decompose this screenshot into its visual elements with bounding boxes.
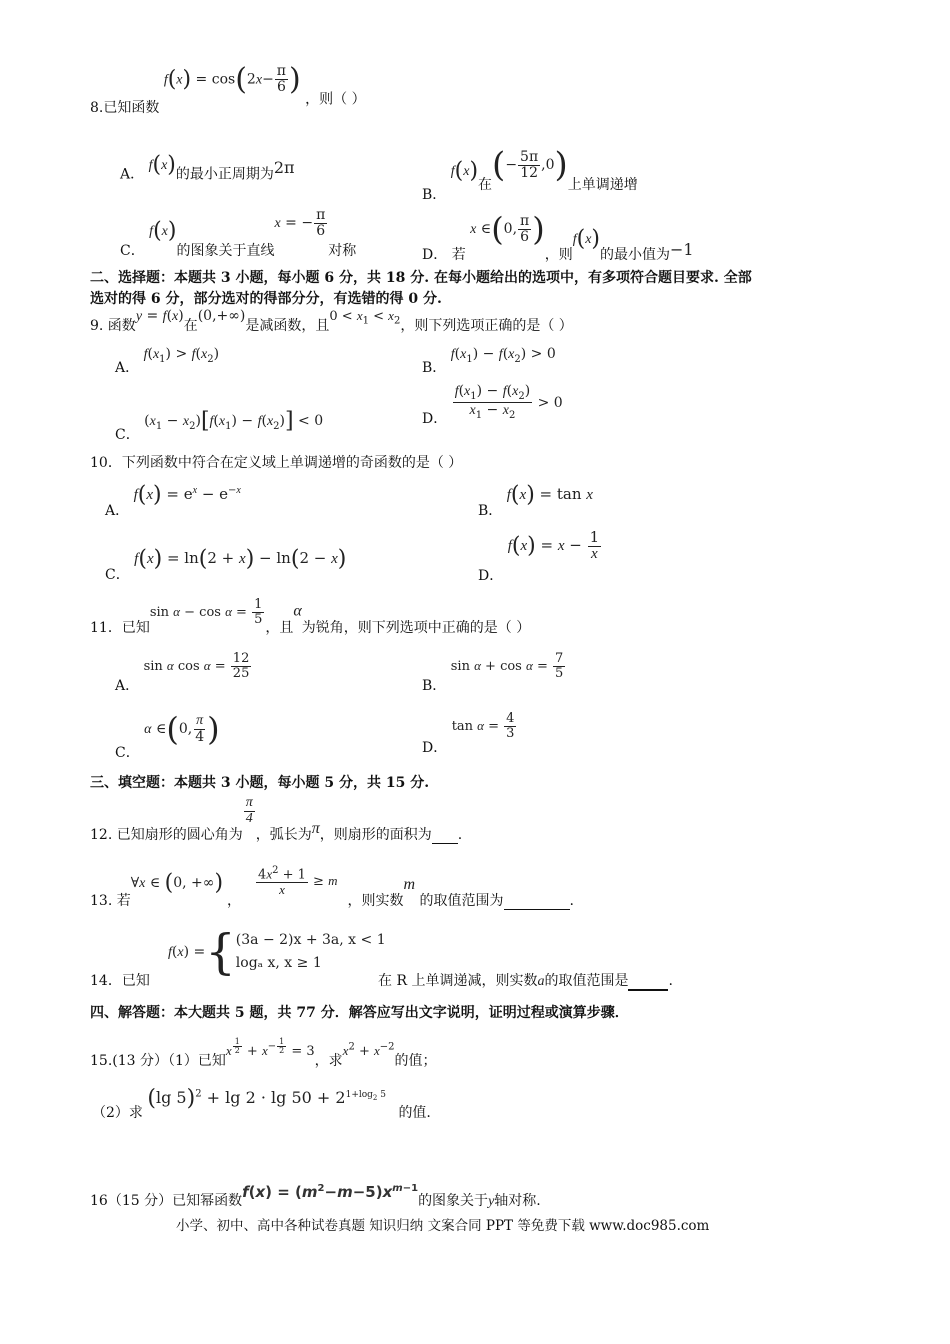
q15-part2: （2）求 (lg $5)^2 + \lg 2 \cdot \lg 50 + 2^{1+log_2 5}$ 的值. (92, 1086, 431, 1121)
q10-option-d[interactable]: D． f(x) = x − $\frac{1}{x}$ (478, 528, 600, 585)
q11-stem: 11．已知sin α − cos α = $\frac{1}{5}$ ，且α为锐角，则下列选项中正确的是（ ） (90, 597, 531, 636)
q9-option-c[interactable]: C． $(x_1 - x_2)[f(x_1) - f(x_2)] < 0$ (115, 408, 324, 443)
q8-stem-suffix: ，则（ ） (305, 91, 366, 108)
footer-ad-text: 小学、初中、高中各种试卷真题 知识归纳 文案合同 PPT 等免费下载 www.doc985.com (176, 1218, 710, 1234)
q14-piece-1: (3a − 2)x + 3a, x < 1 (235, 931, 386, 948)
q10-option-a[interactable]: A． $f(x) = e^x - e^{-x}$ (105, 482, 241, 519)
q12-answer-blank[interactable] (432, 827, 458, 844)
q14-piecewise-function: f(x) ={ (3a − 2)x + 3a, x < 1 logₐ x, x ≥ 1 (168, 924, 386, 980)
section4-heading: 四、解答题：本大题共 5 题，共 77 分．解答应写出文字说明，证明过程或演算步骤． (90, 1005, 629, 1021)
section2-heading-line1: 二、选择题：本题共 3 小题，每小题 6 分，共 18 分. 在每小题给出的选项中，有多项符合题目要求. 全部 (90, 270, 752, 286)
q13-stem: 13. 若∀x ∈ (0, +∞)， $\frac{4x^2 + 1}{x}$ ≥ m，则实数m 的取值范围为 . (90, 865, 574, 909)
section2-heading-line2: 选对的得 6 分，部分选对的得部分分，有选错的得 0 分. (90, 291, 442, 307)
q10-option-b[interactable]: B． f(x) = tan x (478, 482, 593, 519)
section3-heading: 三、填空题：本题共 3 小题，每小题 5 分，共 15 分. (90, 775, 430, 791)
q12-stem: 12. 已知扇形的圆心角为 $\frac{\pi}{4}$ ，弧长为π，则扇形的面积为 . (90, 795, 463, 844)
q11-option-d[interactable]: D． tan α = $\frac{4}{3}$ (422, 711, 515, 756)
q8-option-b[interactable]: B． f(x)在(− $\frac{5\pi}{12}$ ,0)上单调递增 (422, 145, 638, 203)
q10-stem: 10．下列函数中符合在定义域上单调递增的奇函数的是（ ） (90, 455, 463, 471)
q16-stem: 16（15 分）已知幂函数$f(x) = (m^2-m-5)x^{m-1}$的图象关于y轴对称. (90, 1183, 541, 1209)
q13-answer-blank[interactable] (504, 893, 570, 910)
q11-option-a[interactable]: A． sin α cos α = $\frac{12}{25}$ (115, 651, 250, 694)
q10-option-c[interactable]: C． f(x) = ln(2 + x) − ln(2 − x) (105, 546, 347, 583)
q9-option-b[interactable]: B． $f(x_1) - f(x_2) > 0$ (422, 346, 556, 376)
q8-function: f(x) = cos(2x− $\frac{\pi}{6}$ ) (163, 62, 301, 97)
q8-stem (90, 62, 366, 117)
q8-stem-prefix: 8.已知函数 (90, 100, 160, 116)
q15-part1: 15.(13 分）（1）已知x $^{\frac{1}{2}}$ + $x^{- \frac{1}{2}}$ = 3，求$x^2 + x^{-2}$的值； (90, 1037, 437, 1069)
q11-option-c[interactable]: C． α ∈(0, $\frac{\pi}{4}$ ) (115, 710, 220, 761)
q9-option-a[interactable]: A． $f(x_1) > f(x_2)$ (115, 346, 220, 376)
q14-answer-blank[interactable] (628, 973, 668, 991)
q9-option-d[interactable]: D． $\frac{f(x_1) - f(x_2)}{x_1 - x_2}$ > 0 (422, 383, 563, 427)
q14-piece-2: logₐ x, x ≥ 1 (235, 955, 322, 971)
q9-stem: 9. 函数y = f(x)在(0,+∞)是减函数，且$0 < x_1 < x_2$，则下列选项正确的是（ ） (90, 308, 573, 334)
q8-option-d[interactable]: D． 若 x ∈(0, $\frac{\pi}{6}$ )，则f(x)的最小值为−1 (422, 210, 694, 263)
q8-option-a[interactable]: A． f(x)的最小正周期为2π (120, 152, 295, 183)
q8-option-c[interactable]: C． f(x)的图象关于直线x = − $\frac{\pi}{6}$ 对称 (120, 207, 357, 260)
q14-stem-tail: 在 R 上单调递减，则实数a的取值范围是 . (378, 973, 673, 989)
q14-prefix: 14．已知 (90, 973, 150, 989)
q11-option-b[interactable]: B． sin α + cos α = $\frac{7}{5}$ (422, 651, 564, 694)
